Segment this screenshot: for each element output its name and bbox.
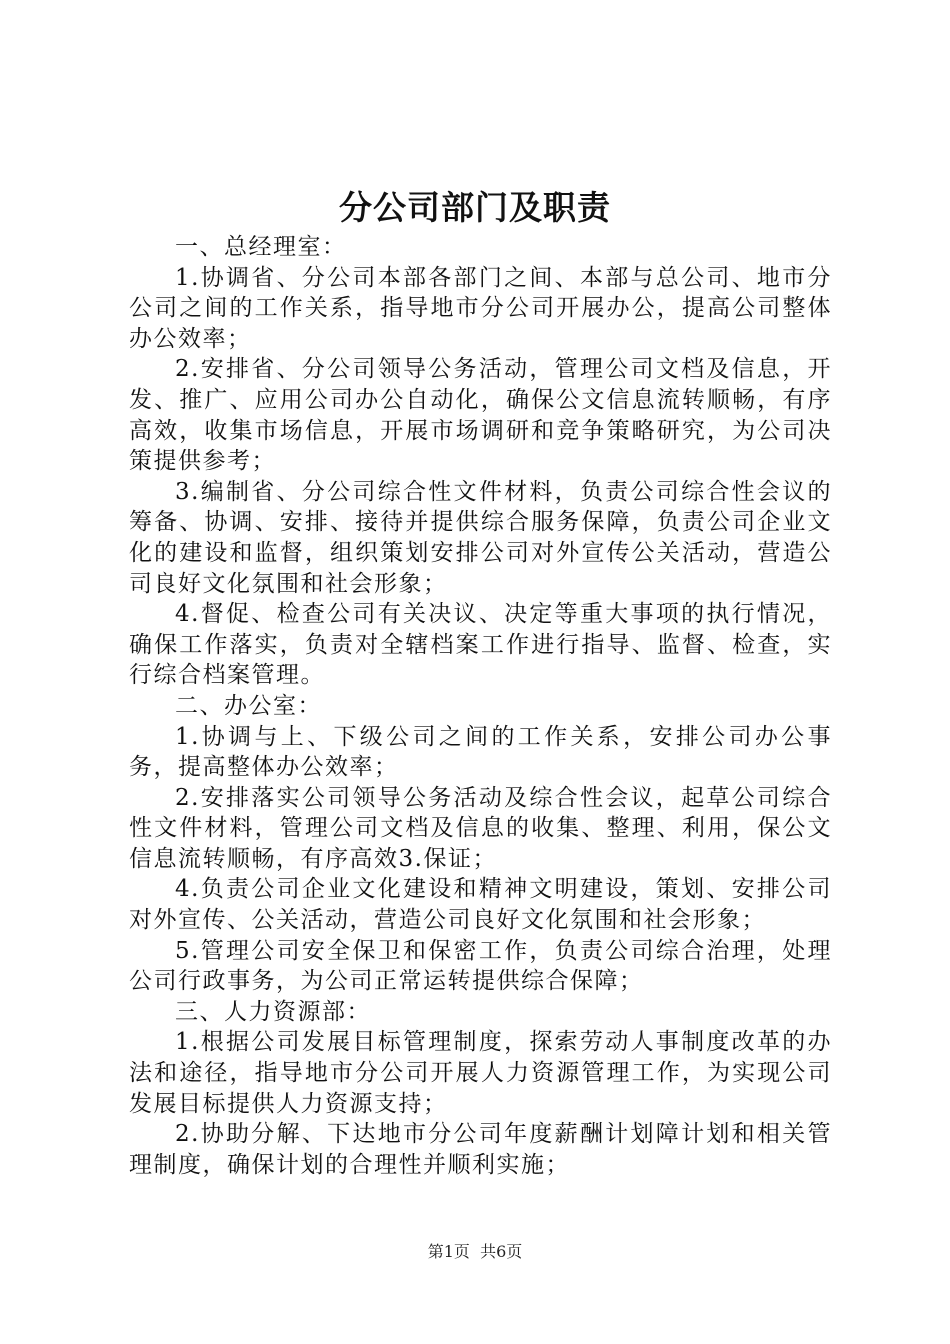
paragraph: 3.编制省、分公司综合性文件材料，负责公司综合性会议的筹备、协调、安排、接待并提供综合服务保障，负责公司企业文化的建设和监督，组织策划安排公司对外宣传公关活动，营造公司良好文化氛围和社会形象； (129, 478, 832, 597)
paragraph: 1.协调与上、下级公司之间的工作关系，安排公司办公事务，提高整体办公效率； (129, 723, 832, 781)
paragraph: 2.协助分解、下达地市分公司年度薪酬计划障计划和相关管理制度，确保计划的合理性并顺利实施； (129, 1121, 832, 1178)
page-footer (0, 1241, 950, 1263)
section-heading-office: 二、办公室： (175, 692, 322, 719)
section-heading-human-resources: 三、人力资源部： (175, 998, 371, 1025)
section-heading-general-manager-office: 一、总经理室： (175, 234, 347, 260)
paragraph: 1.协调省、分公司本部各部门之间、本部与总公司、地市分公司之间的工作关系，指导地市分公司开展办公，提高公司整体办公效率； (129, 264, 832, 352)
paragraph: 2.安排落实公司领导公务活动及综合性会议，起草公司综合性文件材料，管理公司文档及信息的收集、整理、利用，保公文信息流转顺畅，有序高效3.保证； (129, 784, 832, 872)
document-title: 分公司部门及职责 (339, 188, 611, 227)
paragraph: 4.负责公司企业文化建设和精神文明建设，策划、安排公司对外宣传、公关活动，营造公司良好文化氛围和社会形象； (129, 876, 832, 934)
document-body (129, 232, 832, 1180)
paragraph: 4.督促、检查公司有关决议、决定等重大事项的执行情况，确保工作落实，负责对全辖档案工作进行指导、监督、检查，实行综合档案管理。 (129, 601, 832, 689)
paragraph: 1.根据公司发展目标管理制度，探索劳动人事制度改革的办法和途径，指导地市分公司开展人力资源管理工作，为实现公司发展目标提供人力资源支持； (129, 1029, 832, 1117)
page-number: 第1页 (427, 1242, 470, 1261)
paragraph: 5.管理公司安全保卫和保密工作，负责公司综合治理，处理公司行政事务，为公司正常运转提供综合保障； (129, 937, 832, 995)
paragraph: 2.安排省、分公司领导公务活动，管理公司文档及信息，开发、推广、应用公司办公自动化，确保公文信息流转顺畅，有序高效，收集市场信息，开展市场调研和竞争策略研究，为公司决策提供参考； (129, 356, 832, 475)
page-total: 共6页 (480, 1242, 523, 1261)
